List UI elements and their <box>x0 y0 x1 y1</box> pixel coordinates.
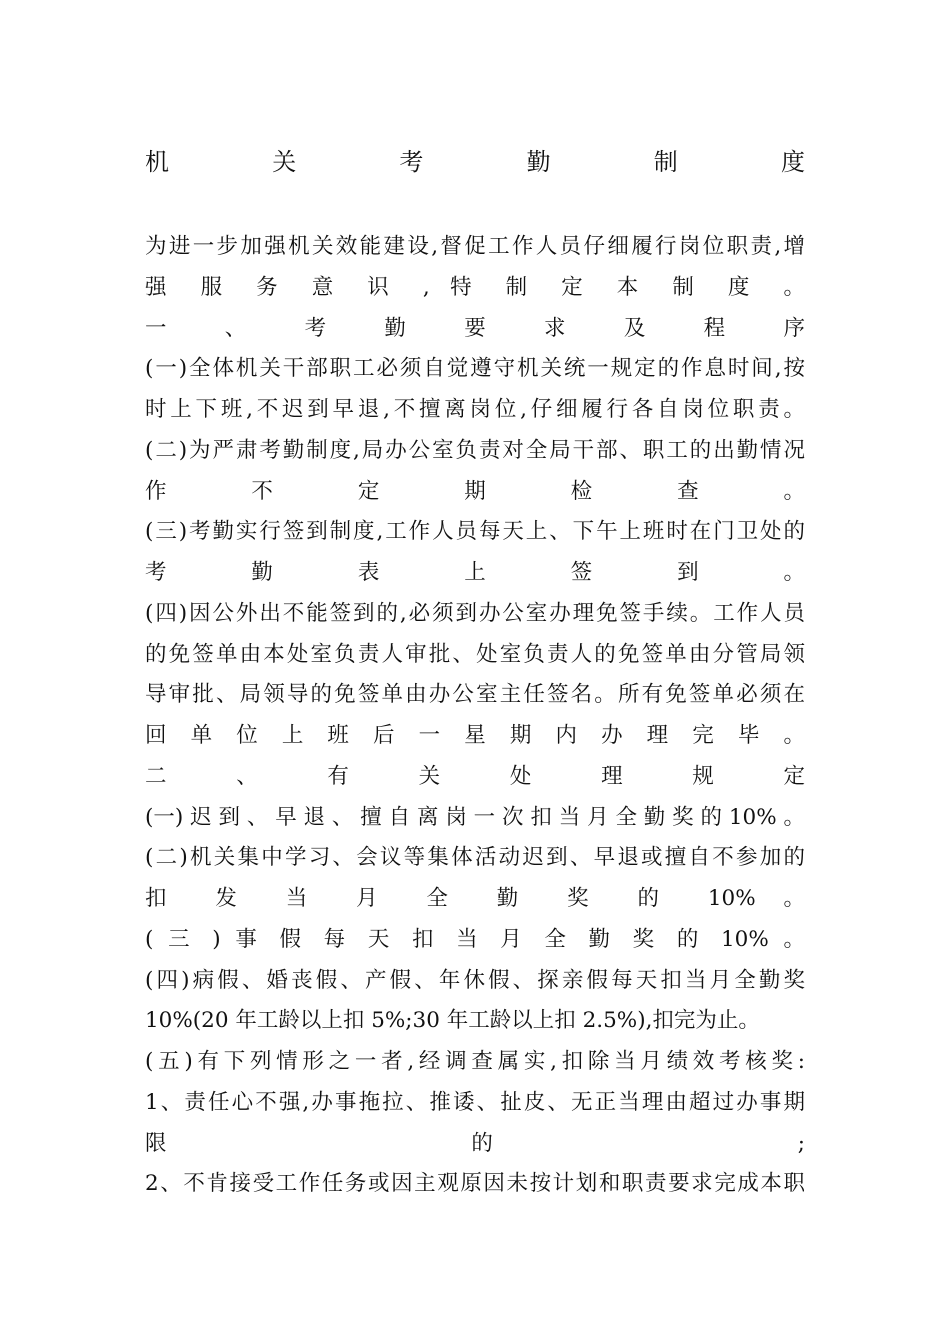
text-line: (一) 迟 到 、 早 退 、 擅 自 离 岗 一 次 扣 当 月 全 勤 奖 的 10% 。 <box>145 804 805 830</box>
text-line: 时上下班,不迟到早退,不擅离岗位,仔细履行各自岗位职责。 <box>145 397 805 422</box>
text-line: 1、责任心不强,办事拖拉、推诿、扯皮、无正当理由超过办事期 <box>145 1089 805 1115</box>
text-line: (二)机关集中学习、会议等集体活动迟到、早退或擅自不参加的 <box>145 845 805 871</box>
text-line: 扣 发 当 月 全 勤 奖 的 10% 。 <box>145 886 805 911</box>
section-heading: 二 、 有 关 处 理 规 定 <box>145 763 805 789</box>
text-line: 考 勤 表 上 签 到 。 <box>145 560 805 585</box>
document-title: 机 关 考 勤 制 度 <box>145 148 805 176</box>
document-body <box>145 227 805 1205</box>
text-line: 的免签单由本处室负责人审批、处室负责人的免签单由分管局领 <box>145 641 805 667</box>
text-line: 回 单 位 上 班 后 一 星 期 内 办 理 完 毕 。 <box>145 723 805 748</box>
text-line: (二)为严肃考勤制度,局办公室负责对全局干部、职工的出勤情况 <box>145 437 805 463</box>
text-line: (五)有下列情形之一者,经调查属实,扣除当月绩效考核奖: <box>145 1049 805 1074</box>
text-line: ( 三 ) 事 假 每 天 扣 当 月 全 勤 奖 的 10% 。 <box>145 926 805 952</box>
text-line: 限 的 ; <box>145 1130 805 1156</box>
section-heading: 一 、 考 勤 要 求 及 程 序 <box>145 315 805 341</box>
text-line: (四)病假、婚丧假、产假、年休假、探亲假每天扣当月全勤奖 <box>145 967 805 993</box>
text-line: 作 不 定 期 检 查 。 <box>145 478 805 504</box>
text-line: (四)因公外出不能签到的,必须到办公室办理免签手续。工作人员 <box>145 600 805 626</box>
text-line: 10%(20 年工龄以上扣 5%;30 年工龄以上扣 2.5%),扣完为止。 <box>145 1008 760 1034</box>
text-line: 导审批、局领导的免签单由办公室主任签名。所有免签单必须在 <box>145 682 805 708</box>
text-line: 强 服 务 意 识 , 特 制 定 本 制 度 。 <box>145 274 805 300</box>
text-line: 为进一步加强机关效能建设,督促工作人员仔细履行岗位职责,增 <box>145 234 805 259</box>
text-line: 2、不肯接受工作任务或因主观原因未按计划和职责要求完成本职 <box>145 1171 805 1197</box>
text-line: (一)全体机关干部职工必须自觉遵守机关统一规定的作息时间,按 <box>145 356 805 382</box>
text-line: (三)考勤实行签到制度,工作人员每天上、下午上班时在门卫处的 <box>145 519 805 545</box>
